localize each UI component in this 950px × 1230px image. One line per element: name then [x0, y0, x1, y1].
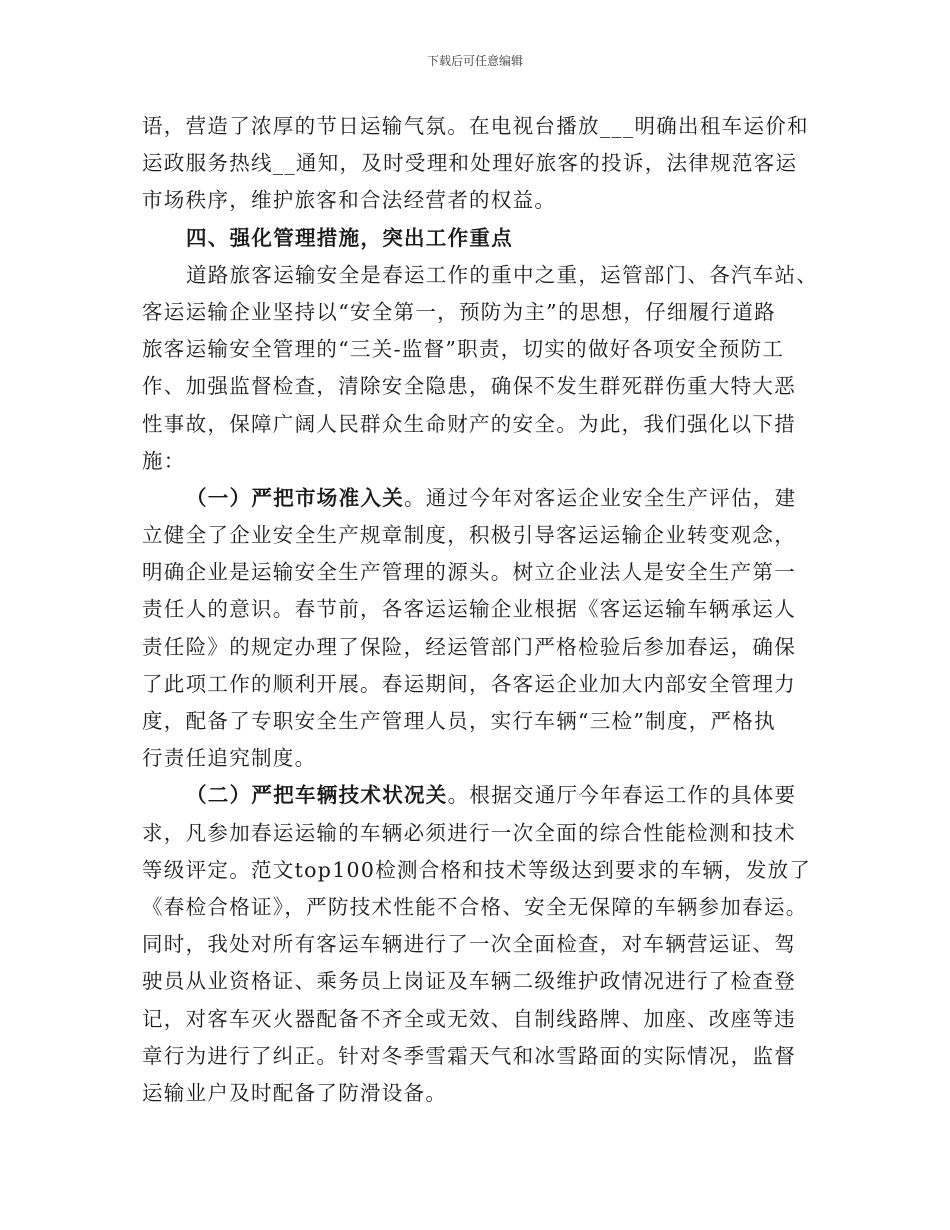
paragraph-first-line — [142, 777, 810, 814]
text-line: 立健全了企业安全生产规章制度，积极引导客运运输企业转变观念， — [142, 523, 796, 548]
text-line: 了此项工作的顺利开展。春运期间，各客运企业加大内部安全管理力 — [142, 671, 796, 696]
text-line: 市场秩序，维护旅客和合法经营者的权益。 — [142, 188, 557, 213]
text-line: 运政服务热线__通知，及时受理和处理好旅客的投诉，法律规范客运 — [142, 151, 798, 176]
text-line: 责任人的意识。春节前，各客运运输企业根据《客运运输车辆承运人 — [142, 597, 796, 622]
text-line: 责任险》的规定办理了保险，经运管部门严格检验后参加春运，确保 — [142, 634, 796, 659]
subsection-title: （二）严把车辆技术状况关 — [186, 783, 448, 808]
section-heading: 四、强化管理措施，突出工作重点 — [186, 225, 513, 250]
text-line: 客运运输企业坚持以“安全第一，预防为主”的思想，仔细履行道路 — [142, 299, 776, 324]
text-line: 记，对客车灭火器配备不齐全或无效、自制线路牌、加座、改座等违 — [142, 1006, 796, 1031]
text-line: 性事故，保障广阔人民群众生命财产的安全。为此，我们强化以下措 — [142, 411, 796, 436]
paragraph-first-line — [142, 480, 810, 517]
text-line: 驶员从业资格证、乘务员上岗证及车辆二级维护政情况进行了检查登 — [142, 969, 796, 994]
text-run: 。根据交通厅今年春运工作的具体要 — [447, 783, 797, 808]
text-line: 同时，我处对所有客运车辆进行了一次全面检查，对车辆营运证、驾 — [142, 932, 796, 957]
text-line: 作、加强监督检查，清除安全隐患，确保不发生群死群伤重大特大恶 — [142, 374, 796, 399]
paragraph-first-line: 道路旅客运输安全是春运工作的重中之重，运管部门、各汽车站、 — [186, 262, 819, 287]
text-line: 求，凡参加春运运输的车辆必须进行一次全面的综合性能检测和技术 — [142, 820, 796, 845]
text-line: 运输业户及时配备了防滑设备。 — [142, 1080, 448, 1105]
document-body — [142, 108, 819, 1112]
text-line: 旅客运输安全管理的“三关-监督”职责，切实的做好各项安全预防工 — [142, 337, 785, 362]
text-line: 行责任追究制度。 — [142, 746, 317, 771]
text-line: 施： — [142, 448, 186, 473]
text-line: 章行为进行了纠正。针对冬季雪霜天气和冰雪路面的实际情况，监督 — [142, 1043, 796, 1068]
text-line: 度，配备了专职安全生产管理人员，实行车辆“三检”制度，严格执 — [142, 709, 776, 733]
text-line: 《春检合格证》，严防技术性能不合格、安全无保障的车辆参加春运。 — [142, 894, 808, 919]
text-line: 等级评定。范文top100检测合格和技术等级达到要求的车辆，发放了 — [142, 857, 812, 882]
text-line: 明确企业是运输安全生产管理的源头。树立企业法人是安全生产第一 — [142, 560, 796, 585]
text-line: 语，营造了浓厚的节日运输气氛。在电视台播放___明确出租车运价和 — [142, 114, 809, 138]
page-header: 下载后可任意编辑 — [426, 54, 523, 68]
subsection-title: （一）严把市场准入关 — [186, 485, 404, 510]
text-run: 。通过今年对客运企业安全生产评估，建 — [404, 485, 797, 510]
